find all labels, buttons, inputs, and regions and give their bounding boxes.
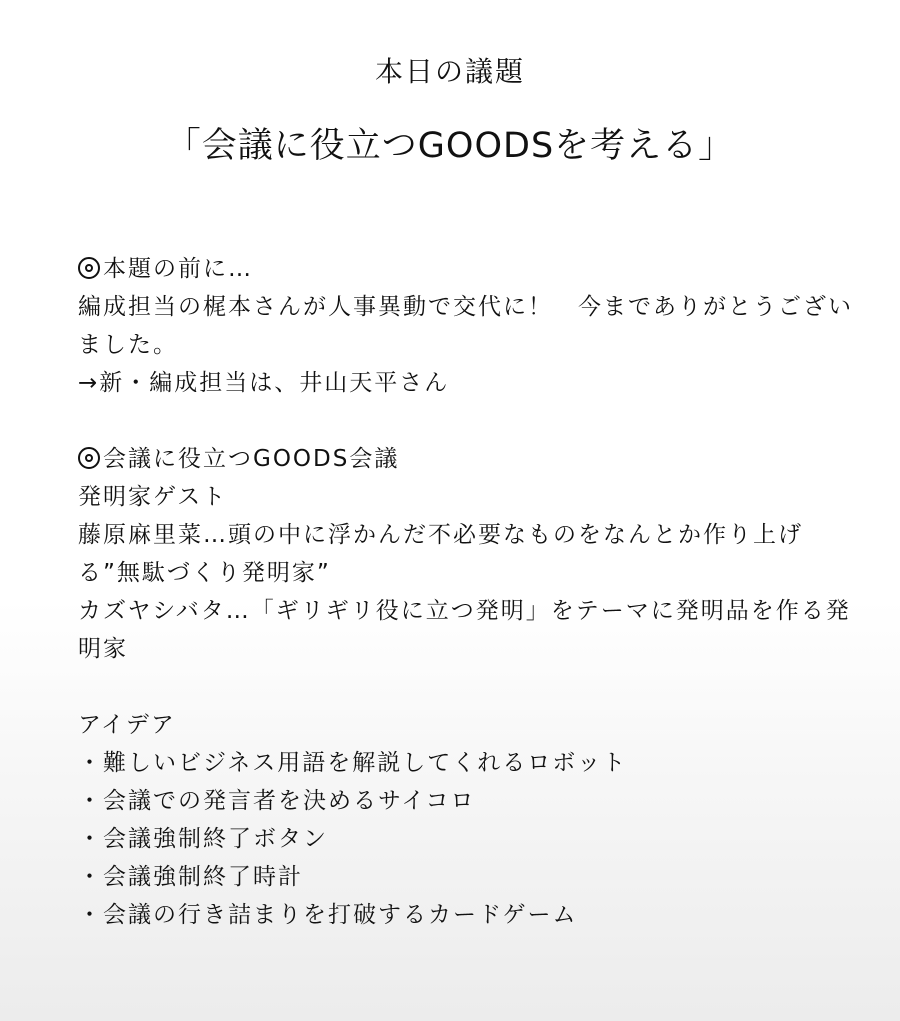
idea-item: ・会議強制終了ボタン [78, 826, 328, 852]
spacer [78, 668, 858, 706]
idea-item: ・会議の行き詰まりを打破するカードゲーム [78, 902, 578, 928]
section-heading-before-topic [78, 250, 858, 288]
section-heading-goods-meeting [78, 440, 858, 478]
guest-item: カズヤシバタ…「ギリギリ役に立つ発明」をテーマに発明品を作る発明家 [78, 598, 851, 662]
staff-change-note: 編成担当の梶本さんが人事異動で交代に！ 今までありがとうございました。 [78, 294, 853, 358]
agenda-content [78, 250, 858, 934]
idea-item: ・難しいビジネス用語を解説してくれるロボット [78, 750, 628, 776]
ideas-label: アイデア [78, 712, 176, 738]
guests-label: 発明家ゲスト [78, 484, 228, 510]
idea-item: ・会議強制終了時計 [78, 864, 303, 890]
section-heading-label: 本題の前に… [103, 256, 253, 282]
idea-item: ・会議での発言者を決めるサイコロ [78, 788, 476, 814]
guest-item: 藤原麻里菜…頭の中に浮かんだ不必要なものをなんとか作り上げる”無駄づくり発明家” [78, 522, 803, 586]
section-heading-label: 会議に役立つGOODS会議 [103, 446, 400, 472]
double-circle-icon [78, 447, 100, 469]
page-title: 本日の議題 [374, 55, 525, 88]
new-staff-note: →新・編成担当は、井山天平さん [78, 370, 450, 396]
agenda-subtitle: 「会議に役立つGOODSを考える」 [165, 126, 735, 166]
spacer [78, 402, 858, 440]
double-circle-icon [78, 257, 100, 279]
